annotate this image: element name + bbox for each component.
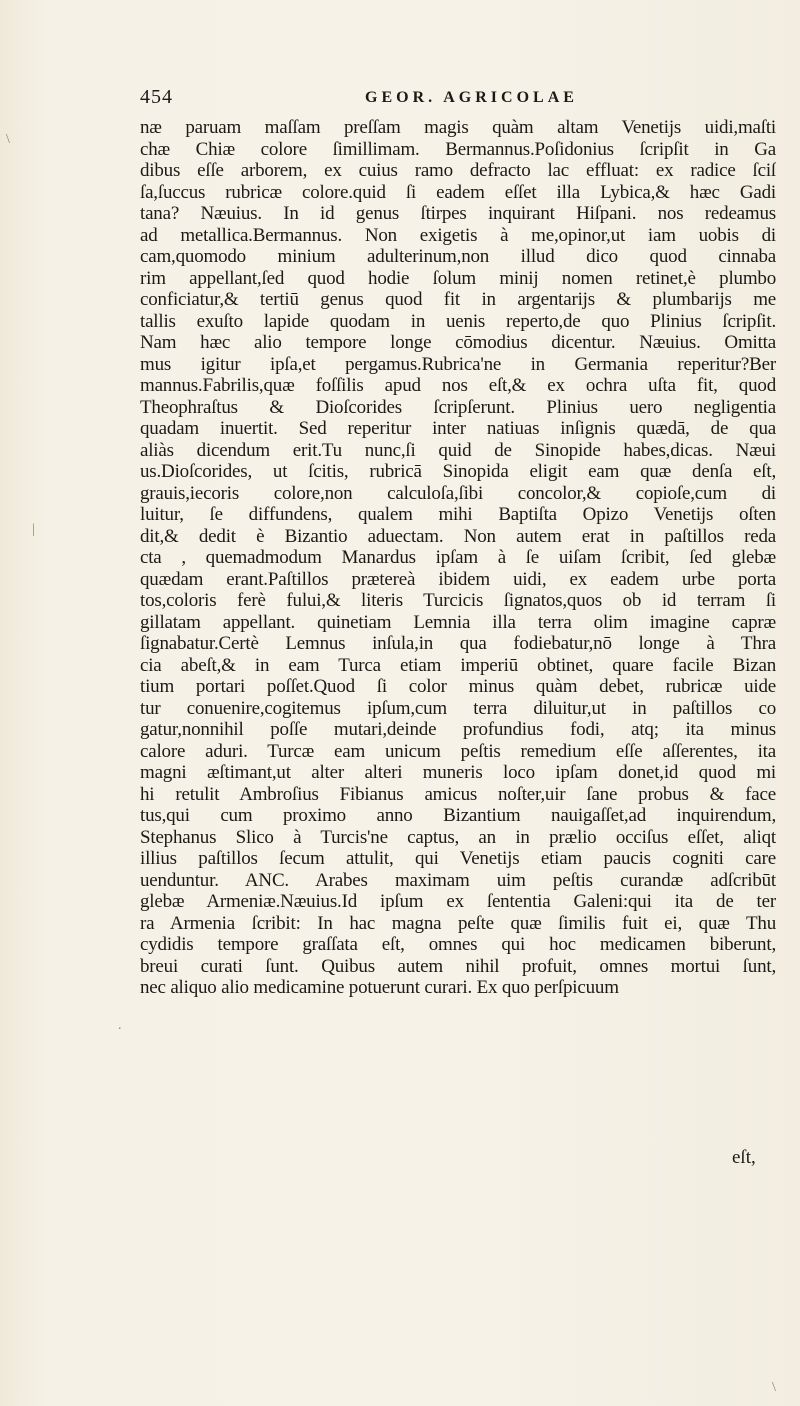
margin-mark: \: [772, 1380, 776, 1395]
text-line: cydidis tempore graſſata eſt, omnes qui hoc medicamen biberunt,: [140, 934, 776, 955]
text-line: rim appellant,ſed quod hodie ſolum minij nomen retinet,è plumbo: [140, 267, 776, 289]
text-line: illius paſtillos ſecum attulit, qui Venetijs etiam paucis cogniti care: [140, 848, 776, 869]
text-line: dibus eſſe arborem, ex cuius ramo defracto lac effluat: ex radice ſciſ: [140, 160, 776, 181]
text-line: mannus.Fabrilis,quæ foſſilis apud nos eſt,& ex ochra uſta fit, quod: [140, 375, 776, 396]
margin-mark: \: [6, 132, 10, 147]
page-number: 454: [140, 86, 173, 108]
text-line: tallis exuſto lapide quodam in uenis reperto,de quo Plinius ſcripſit.: [140, 310, 776, 332]
text-line: nec aliquo alio medicamine potuerunt curari. Ex quo perſpicuum: [140, 977, 619, 998]
text-line: dit,& dedit è Bizantio aduectam. Non autem erat in paſtillos reda: [140, 525, 776, 547]
text-line: tus,qui cum proximo anno Bizantium nauigaſſet,ad inquirendum,: [140, 805, 776, 826]
text-line: cam,quomodo minium adulterinum,non illud dico quod cinnaba: [140, 246, 776, 267]
text-line: tana? Næuius. In id genus ſtirpes inquirant Hiſpani. nos redeamus: [140, 203, 776, 224]
text-line: cia abeſt,& in eam Turca etiam imperiū obtinet, quare facile Bizan: [140, 654, 776, 676]
text-line: us.Dioſcorides, ut ſcitis, rubricā Sinopida eligit eam quæ denſa eſt,: [140, 461, 776, 482]
text-line: hi retulit Ambroſius Fibianus amicus noſter,uir ſane probus & face: [140, 783, 776, 805]
text-line: conficiatur,& tertiū genus quod fit in argentarijs & plumbarijs me: [140, 289, 776, 310]
text-line: cta , quemadmodum Manardus ipſam à ſe uiſam ſcribit, ſed glebæ: [140, 547, 776, 568]
catchword: eſt,: [732, 1147, 756, 1168]
text-line: ad metallica.Bermannus. Non exigetis à me,opinor,ut iam uobis di: [140, 224, 776, 246]
margin-mark: .: [118, 1018, 122, 1033]
text-line: calore aduri. Turcæ eam unicum peſtis remedium eſſe aſſerentes, ita: [140, 740, 776, 762]
text-line: quadam inuertit. Sed reperitur inter natiuas inſignis quædā, de qua: [140, 418, 776, 439]
text-line: Theophraſtus & Dioſcorides ſcripſerunt. Plinius uero negligentia: [140, 396, 776, 418]
body-text: [140, 117, 776, 999]
text-line: glebæ Armeniæ.Næuius.Id ipſum ex ſententia Galeni:qui ita de ter: [140, 891, 776, 912]
text-line: Nam hæc alio tempore longe cōmodius dicentur. Næuius. Omitta: [140, 332, 776, 353]
text-line: uenduntur. ANC. Arabes maximam uim peſtis curandæ adſcribūt: [140, 869, 776, 891]
running-head: GEOR. AGRICOLAE: [365, 89, 578, 106]
text-line: grauis,iecoris colore,non calculoſa,ſibi concolor,& copioſe,cum di: [140, 482, 776, 504]
text-line: ra Armenia ſcribit: In hac magna peſte quæ ſimilis fuit ei, quæ Thu: [140, 912, 776, 934]
text-line: tium portari poſſet.Quod ſi color minus quàm debet, rubricæ uide: [140, 676, 776, 697]
text-line: næ paruam maſſam preſſam magis quàm altam Venetijs uidi,maſti: [140, 117, 776, 138]
text-line: tos,coloris ferè fului,& literis Turcicis ſignatos,quos ob id terram ſi: [140, 590, 776, 611]
text-line: breui curati ſunt. Quibus autem nihil profuit, omnes mortui ſunt,: [140, 955, 776, 977]
text-line: gatur,nonnihil poſſe mutari,deinde profundius fodi, atq; ita minus: [140, 719, 776, 740]
text-line: ſa,ſuccus rubricæ colore.quid ſi eadem eſſet illa Lybica,& hæc Gadi: [140, 181, 776, 203]
text-line: magni æſtimant,ut alter alteri muneris loco ipſam donet,id quod mi: [140, 762, 776, 783]
text-line: ſignabatur.Certè Lemnus inſula,in qua fodiebatur,nō longe à Thra: [140, 633, 776, 654]
text-line: luitur, ſe diffundens, qualem mihi Baptiſta Opizo Venetijs oſten: [140, 504, 776, 525]
text-line: mus igitur ipſa,et pergamus.Rubrica'ne in Germania reperitur?Ber: [140, 353, 776, 375]
text-line: chæ Chiæ colore ſimillimam. Bermannus.Poſidonius ſcripſit in Ga: [140, 138, 776, 160]
margin-mark: |: [32, 522, 35, 537]
text-line: aliàs dicendum erit.Tu nunc,ſi quid de Sinopide habes,dicas. Næui: [140, 439, 776, 461]
text-line: gillatam appellant. quinetiam Lemnia illa terra olim imagine capræ: [140, 611, 776, 633]
text-line: tur conuenire,cogitemus ipſum,cum terra diluitur,ut in paſtillos co: [140, 697, 776, 719]
text-line: Stephanus Slico à Turcis'ne captus, an in prælio occiſus eſſet, aliqt: [140, 826, 776, 848]
page-header: [140, 86, 760, 112]
text-line: quædam erant.Paſtillos prætereà ibidem uidi, ex eadem urbe porta: [140, 568, 776, 590]
